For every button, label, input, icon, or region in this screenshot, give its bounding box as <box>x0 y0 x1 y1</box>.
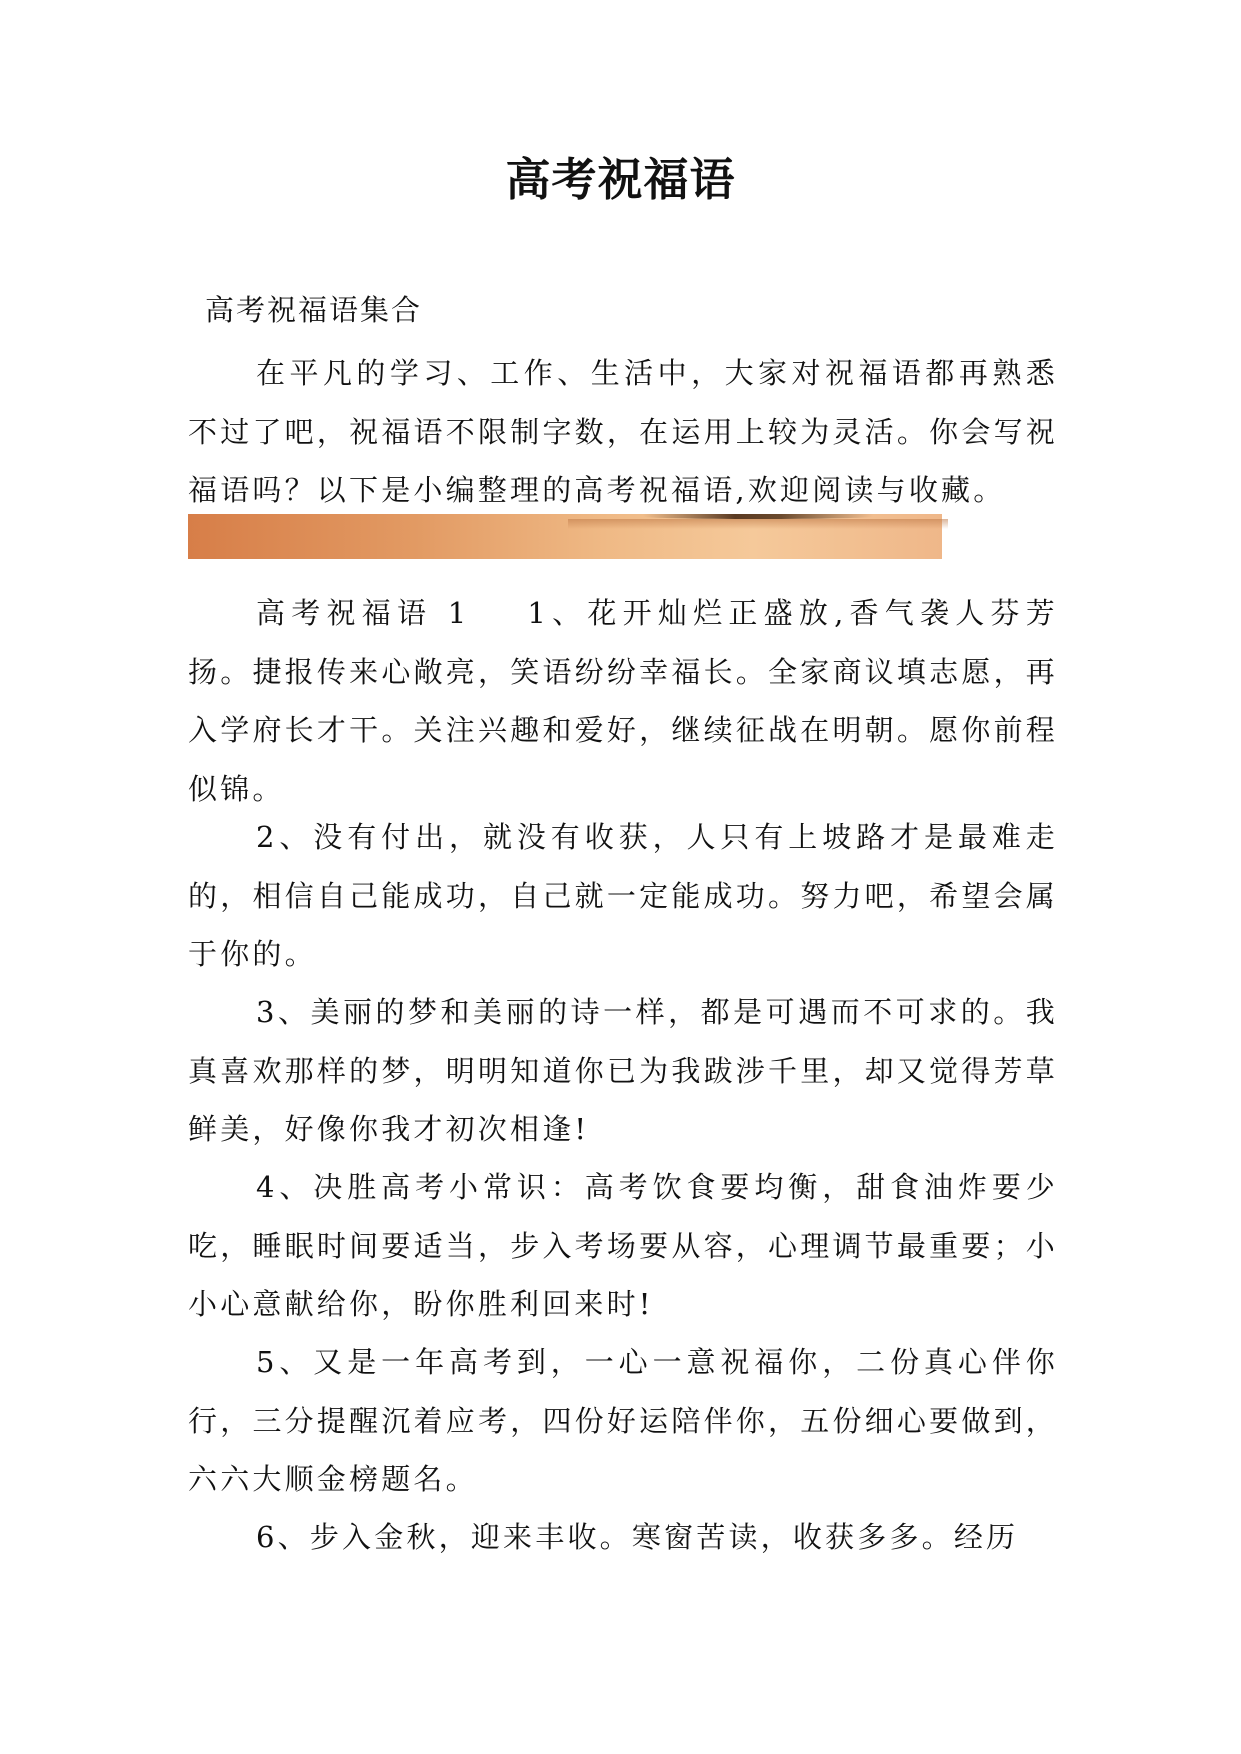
banner-shadow <box>568 519 948 529</box>
blessing-paragraph-2: 2、没有付出，就没有收获，人只有上坡路才是最难走的，相信自己能成功，自己就一定能成功。努力吧，希望会属于你的。 <box>188 820 1058 971</box>
blessing-paragraph-6: 6、步入金秋，迎来丰收。寒窗苦读，收获多多。经历 <box>256 1520 1019 1554</box>
blessing-paragraph-3: 3、美丽的梦和美丽的诗一样，都是可遇而不可求的。我真喜欢那样的梦，明明知道你已为我跋涉千里，却又觉得芳草鲜美，好像你我才初次相逢! <box>188 995 1058 1146</box>
book-edge-graphic <box>643 514 873 519</box>
document-title: 高考祝福语 <box>505 153 736 206</box>
decorative-banner-image <box>188 514 942 559</box>
document-subtitle: 高考祝福语集合 <box>205 293 423 327</box>
blessing-paragraph-1 <box>188 584 1058 818</box>
section-label: 高考祝福语 1 <box>256 596 470 630</box>
blessing-paragraph-4: 4、决胜高考小常识：高考饮食要均衡，甜食油炸要少吃，睡眠时间要适当，步入考场要从容，心理调节最重要；小小心意献给你，盼你胜利回来时! <box>188 1170 1058 1321</box>
intro-paragraph: 在平凡的学习、工作、生活中，大家对祝福语都再熟悉不过了吧，祝福语不限制字数，在运用上较为灵活。你会写祝福语吗？以下是小编整理的高考祝福语,欢迎阅读与收藏。 <box>188 356 1058 507</box>
blessing-paragraph-5: 5、又是一年高考到，一心一意祝福你，二份真心伴你行，三分提醒沉着应考，四份好运陪伴你，五份细心要做到，六六大顺金榜题名。 <box>188 1345 1058 1496</box>
blessing-item-1: 1、花开灿烂正盛放,香气袭人芬芳扬。捷报传来心敞亮，笑语纷纷幸福长。全家商议填志愿，再入学府长才干。关注兴趣和爱好，继续征战在明朝。愿你前程似锦。 <box>188 596 1058 806</box>
